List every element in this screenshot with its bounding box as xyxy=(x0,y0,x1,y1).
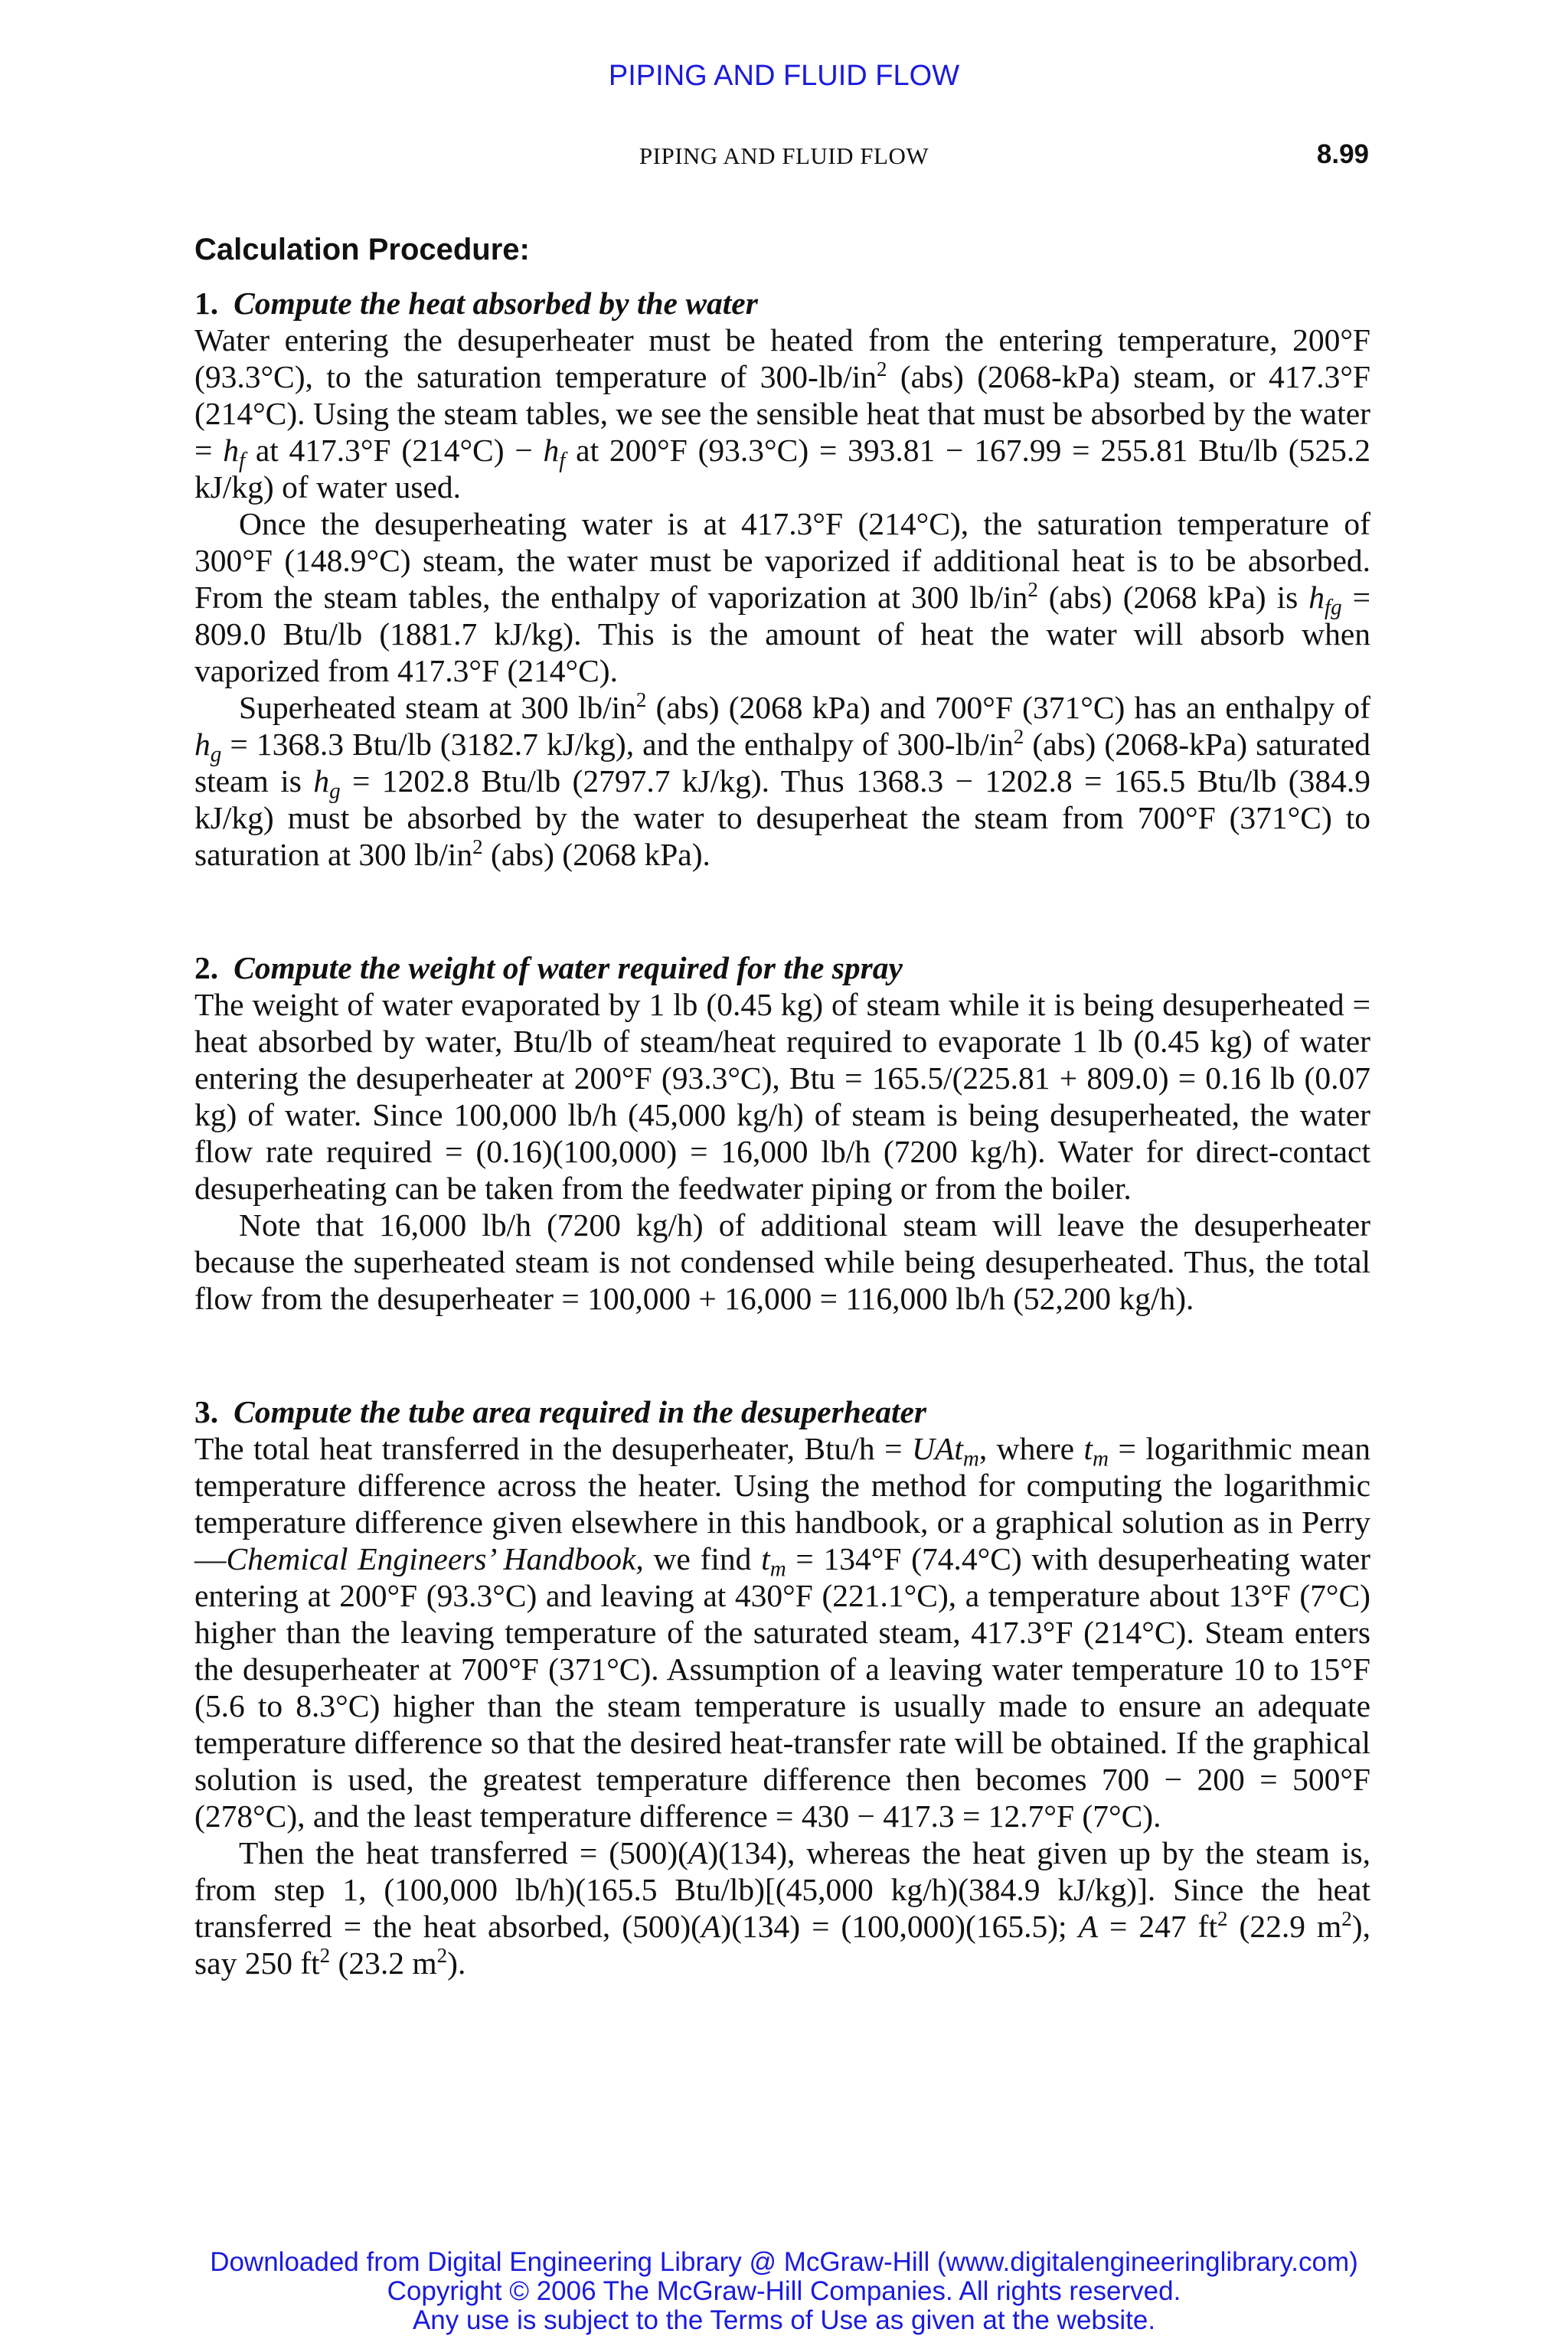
paragraph: Once the desuperheating water is at 417.3°F (214°C), the saturation temperature of 300°F (148.9°C) steam, the water must be vaporized if additional heat is to be absorbed. From the steam tables, the enthalpy of vaporization at 300 $lb/in^2$ (abs) (2068 kPa) is $h_{fg} = 809.0$ Btu/lb (1881.7 kJ/kg). This is the amount of heat the water will absorb when vaporized from 417.3°F (214°C). xyxy=(194,506,1370,688)
paragraph: Superheated steam at 300 $lb/in^2$ (abs) (2068 kPa) and 700°F (371°C) has an enthalpy of $h_g = 1368.3$ Btu/lb (3182.7 kJ/kg), and the enthalpy of $300-lb/in^2$ (abs) (2068-kPa) saturated steam is $h_g = 1202.8$ Btu/lb (2797.7 kJ/kg). Thus 1368.3 − 1202.8 = 165.5 Btu/lb (384.9 kJ/kg) must be absorbed by the water to desuperheat the steam from 700°F (371°C) to saturation at 300 $lb/in^2$ (abs) (2068 kPa). xyxy=(194,688,1371,872)
footer-terms-link[interactable]: Any use is subject to the Terms of Use as given at the website. xyxy=(412,2305,1156,2335)
page-number: 8.99 xyxy=(1316,139,1369,169)
step-2-heading xyxy=(194,949,1370,986)
top-chapter-link[interactable]: PIPING AND FLUID FLOW xyxy=(608,60,960,92)
paragraph: Note that 16,000 lb/h (7200 kg/h) of additional steam will leave the desuperheater because the superheated steam is not condensed while being desuperheated. Thus, the total flow from the desuperheater = 100,000 + 16,000 = 116,000 lb/h (52,200 kg/h). xyxy=(194,1207,1370,1316)
calculation-procedure-heading: Calculation Procedure: xyxy=(194,233,530,266)
step-number: 2. xyxy=(194,950,219,985)
running-head: PIPING AND FLUID FLOW xyxy=(639,142,929,169)
footer xyxy=(0,2248,1568,2335)
paragraph: The total heat transferred in the desuperheater, Btu/h = UAt$_m$, where $t_m$ = logarithmic mean temperature difference across the heater. Using the method for computing the logarithmic temperature difference given elsewhere in this handbook, or a graphical solution as in Perry—Chemical Engineers’ Handbook, we find $t_m = 134^\circ F$ (74.4°C) with desuperheating water entering at 200°F (93.3°C) and leaving at 430°F (221.1°C), a temperature about 13°F (7°C) higher than the leaving temperature of the saturated steam, 417.3°F (214°C). Steam enters the desuperheater at 700°F (371°C). Assumption of a leaving water temperature 10 to 15°F (5.6 to 8.3°C) higher than the steam temperature is usually made to ensure an adequate temperature difference so that the desired heat-transfer rate will be obtained. If the graphical solution is used, the greatest temperature difference then becomes 700 − 200 = 500°F (278°C), and the least temperature difference = 430 − 417.3 = 12.7°F (7°C). xyxy=(194,1431,1370,1834)
paragraph: Water entering the desuperheater must be heated from the entering temperature, 200°F (93.3°C), to the saturation temperature of $300-lb/in^2$ (abs) (2068-kPa) steam, or 417.3°F (214°C). Using the steam tables, we see the sensible heat that must be absorbed by the water = $h_f$ at 417.3°F $(214^\circ C) - h_f$ at 200°F (93.3°C) = 393.81 − 167.99 = 255.81 Btu/lb (525.2 kJ/kg) of water used. xyxy=(194,322,1370,505)
footer-download-link[interactable]: Downloaded from Digital Engineering Library @ McGraw-Hill (www.digitalengineeringlibrary.com) xyxy=(210,2247,1358,2277)
paragraph: Then the heat transferred = (500)(A)(134), whereas the heat given up by the steam is, from step 1, (100,000 lb/h)(165.5 Btu/lb)[(45,000 kg/h)(384.9 kJ/kg)]. Since the heat transferred = the heat absorbed, (500)(A)(134) = (100,000)(165.5); A = 247 $ft^2$ (22.9 $m^2$), say 250 $ft^2$ (23.2 $m^2$). xyxy=(194,1835,1371,1981)
step-title: Compute the tube area required in the desuperheater xyxy=(234,1394,927,1429)
step-number: 1. xyxy=(194,286,219,321)
page-body xyxy=(194,228,1370,1981)
step-title: Compute the weight of water required for the spray xyxy=(234,950,903,985)
step-number: 3. xyxy=(194,1394,219,1429)
paragraph: The weight of water evaporated by 1 lb (0.45 kg) of steam while it is being desuperheated = heat absorbed by water, Btu/lb of steam/heat required to evaporate 1 lb (0.45 kg) of water entering the desuperheater at 200°F (93.3°C), Btu = 165.5/(225.81 + 809.0) = 0.16 lb (0.07 kg) of water. Since 100,000 lb/h (45,000 kg/h) of steam is being desuperheated, the water flow rate required = (0.16)(100,000) = 16,000 lb/h (7200 kg/h). Water for direct-contact desuperheating can be taken from the feedwater piping or from the boiler. xyxy=(194,987,1370,1206)
step-3-heading xyxy=(194,1393,1370,1430)
step-title: Compute the heat absorbed by the water xyxy=(234,286,758,321)
footer-copyright: Copyright © 2006 The McGraw-Hill Companies. All rights reserved. xyxy=(387,2276,1181,2306)
step-1-heading xyxy=(194,285,1370,322)
